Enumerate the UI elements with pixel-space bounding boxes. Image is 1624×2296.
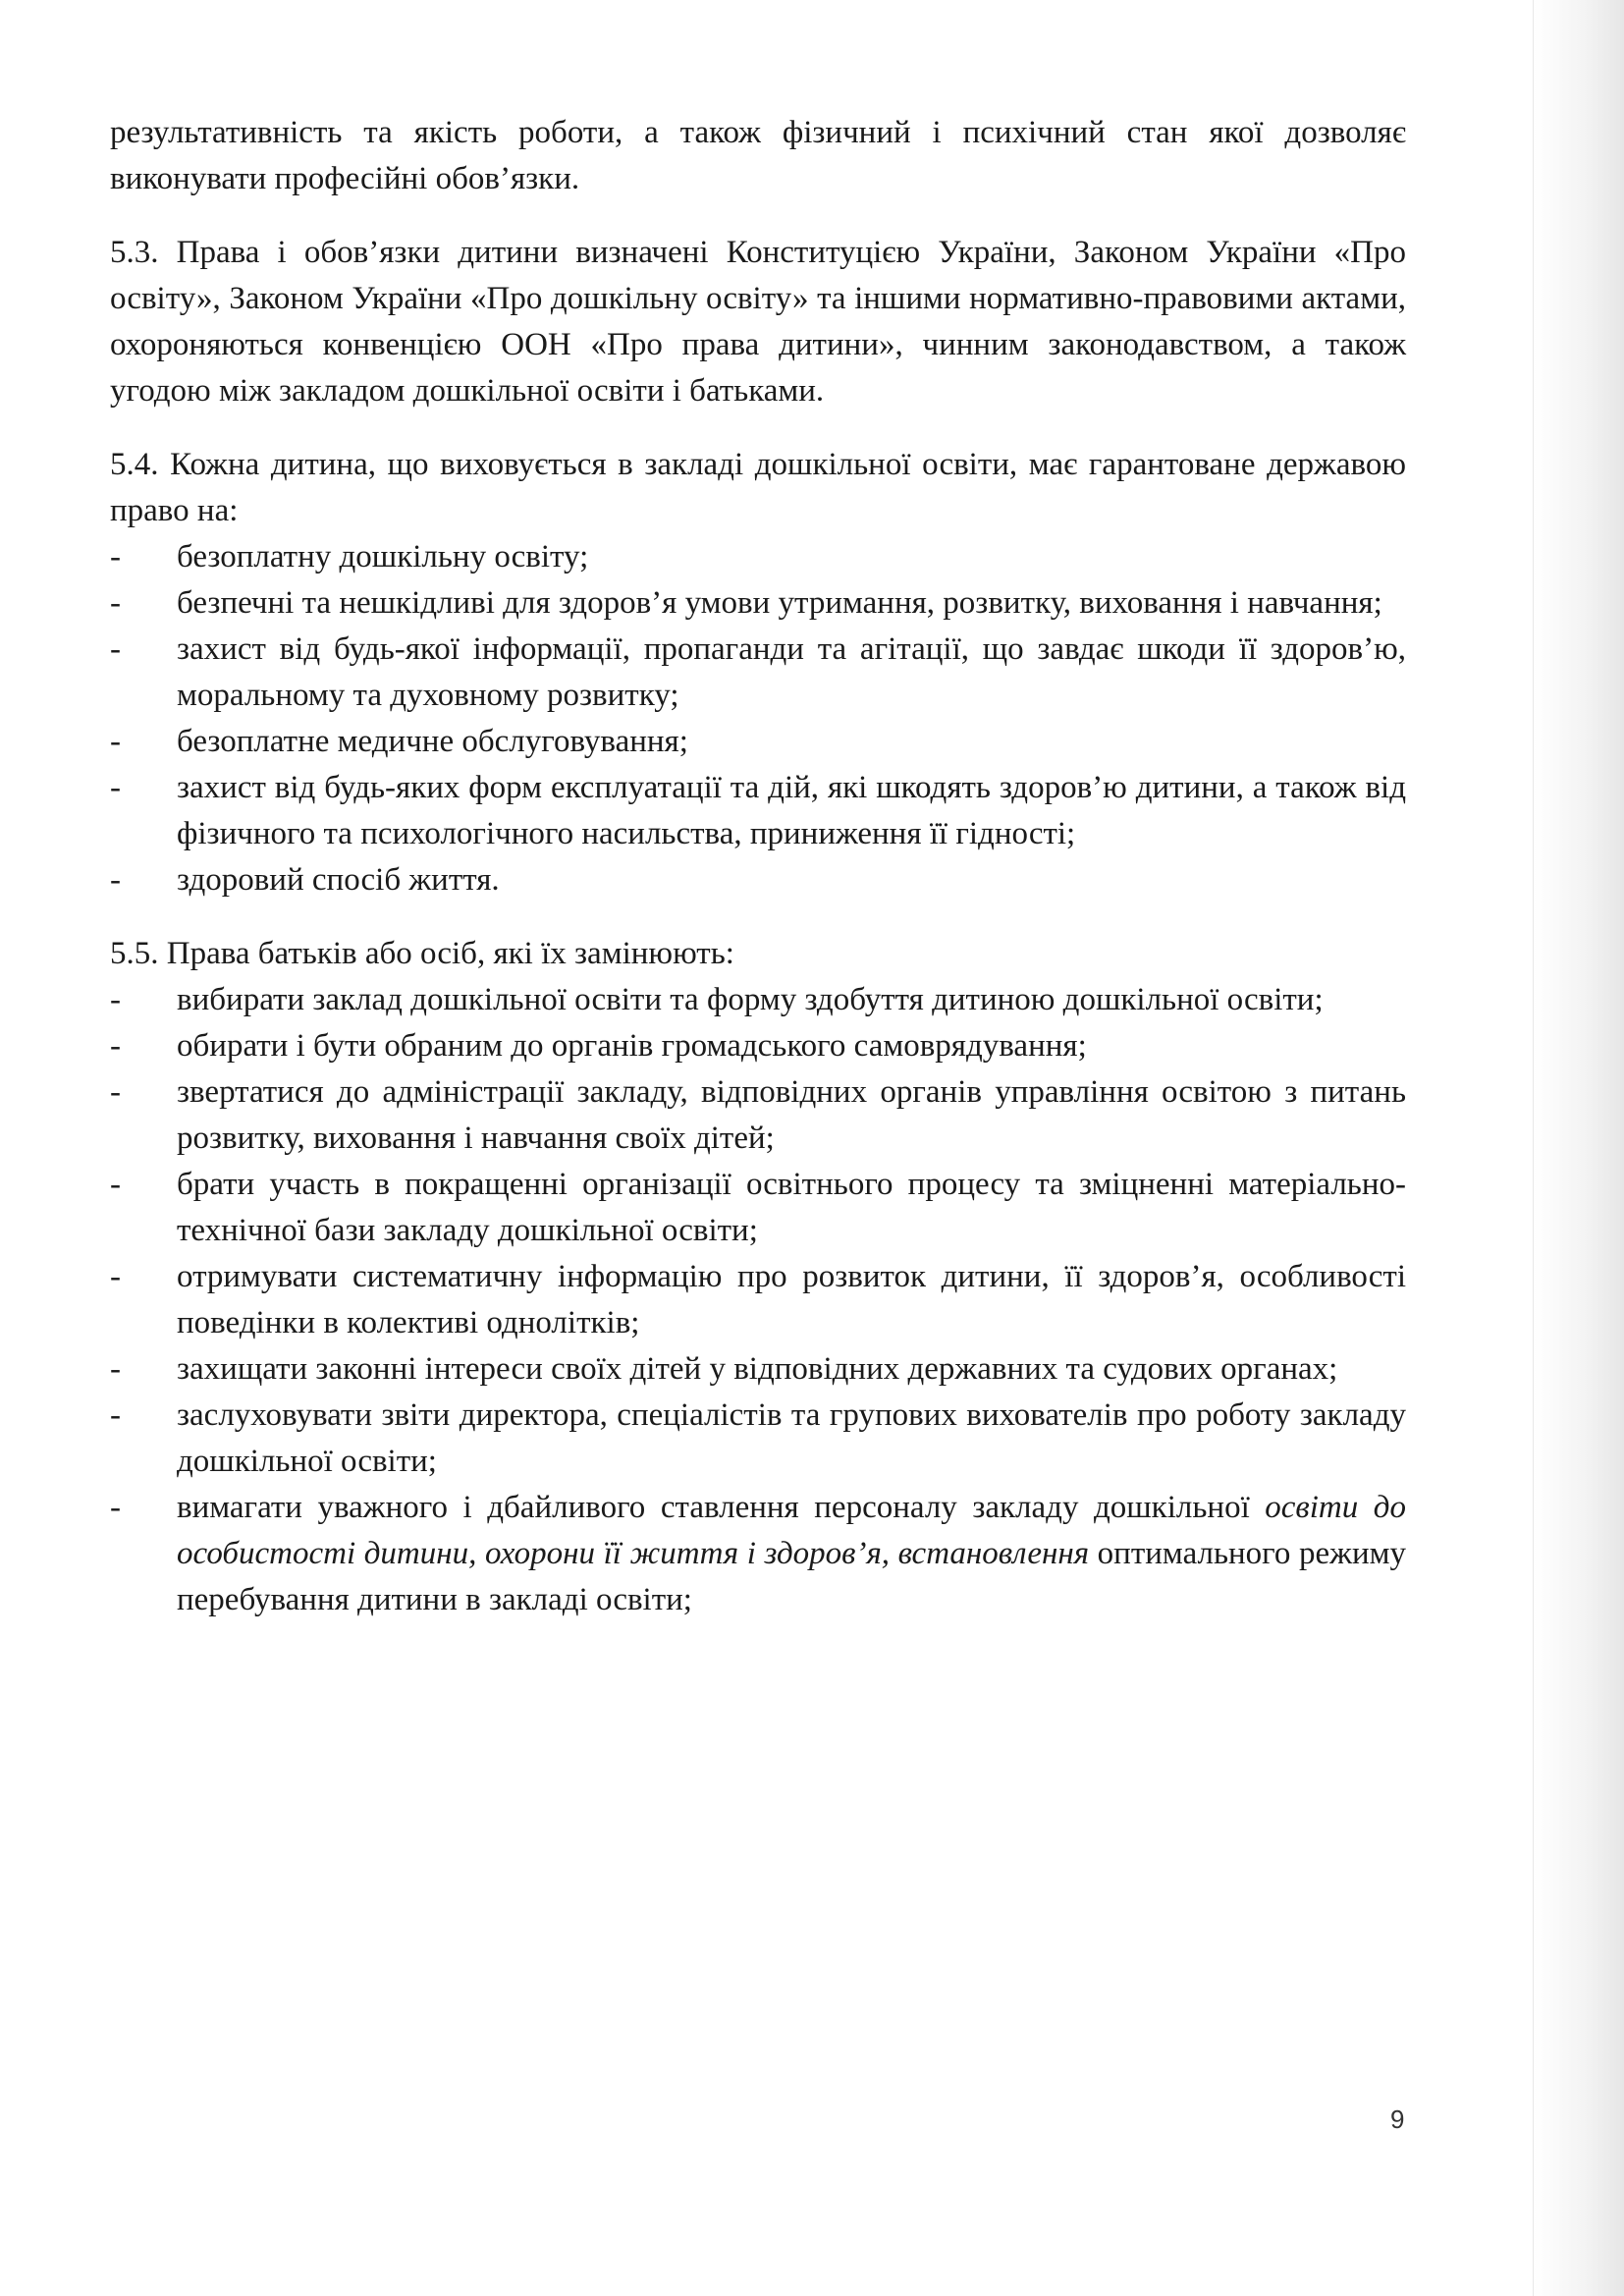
section-5-3: 5.3. Права і обов’язки дитини визначені Конституцією України, Законом України «Про освіту», Законом України «Про дошкільну освіту» та іншими нормативно-правовими актами, охороняються конвенцією ООН «Про права дитини», чинним законодавством, а також угодою між закладом дошкільної освіти і батьками. <box>110 235 1406 409</box>
list-dash: - <box>110 1397 121 1433</box>
list-item <box>110 719 1406 765</box>
page-edge-shadow <box>1534 0 1624 2296</box>
list-item-text: безоплатне медичне обслуговування; <box>177 724 688 759</box>
document-body <box>110 110 1406 1623</box>
list-dash: - <box>110 1074 121 1110</box>
list-dash: - <box>110 1167 121 1202</box>
list-dash: - <box>110 631 121 667</box>
list-item-text: вимагати уважного і дбайливого ставлення персоналу закладу дошкільної <box>177 1490 1266 1525</box>
list-item-text: безпечні та нешкідливі для здоров’я умови утримання, розвитку, виховання і навчання; <box>177 585 1382 621</box>
list-item-italic-text: освіти до особистості дитини, охорони її життя і здоров’я, встановлення <box>177 1490 1406 1571</box>
list-dash: - <box>110 585 121 621</box>
list-item-text: звертатися до адміністрації закладу, відповідних органів управління освітою з питань розвитку, виховання і навчання своїх дітей; <box>177 1074 1406 1156</box>
list-item <box>110 627 1406 719</box>
list-dash: - <box>110 724 121 759</box>
list-item <box>110 1069 1406 1162</box>
section-5-5 <box>110 931 1406 1623</box>
list-item-text: заслуховувати звіти директора, спеціалістів та групових вихователів про роботу закладу дошкільної освіти; <box>177 1397 1406 1479</box>
section-5-4-heading: 5.4. Кожна дитина, що виховується в закладі дошкільної освіти, має гарантоване державою право на: <box>110 447 1406 528</box>
list-dash: - <box>110 982 121 1017</box>
list-dash: - <box>110 539 121 574</box>
list-item <box>110 765 1406 857</box>
list-item <box>110 580 1406 627</box>
list-item <box>110 1023 1406 1069</box>
list-item-text: захищати законні інтереси своїх дітей у відповідних державних та судових органах; <box>177 1351 1338 1387</box>
list-item <box>110 1485 1406 1623</box>
intro-paragraph: результативність та якість роботи, а також фізичний і психічний стан якої дозволяє виконувати професійні обов’язки. <box>110 115 1406 196</box>
section-5-4-list <box>110 534 1406 903</box>
section-5-5-list <box>110 977 1406 1623</box>
list-item <box>110 977 1406 1023</box>
list-item <box>110 1254 1406 1346</box>
list-item-text: захист від будь-яких форм експлуатації та дій, які шкодять здоров’ю дитини, а також від фізичного та психологічного насильства, приниження її гідності; <box>177 770 1406 851</box>
list-item-text: брати участь в покращенні організації освітнього процесу та зміцненні матеріально-технічної бази закладу дошкільної освіти; <box>177 1167 1406 1248</box>
list-dash: - <box>110 1351 121 1387</box>
list-item-text: здоровий спосіб життя. <box>177 862 500 898</box>
list-item <box>110 857 1406 903</box>
section-5-4 <box>110 442 1406 903</box>
list-item-text: обирати і бути обраним до органів громадського самоврядування; <box>177 1028 1087 1064</box>
list-dash: - <box>110 770 121 805</box>
list-dash: - <box>110 1028 121 1064</box>
page-number: 9 <box>1390 2105 1405 2134</box>
section-5-5-heading: 5.5. Права батьків або осіб, які їх замінюють: <box>110 936 734 971</box>
list-item-text: отримувати систематичну інформацію про розвиток дитини, її здоров’я, особливості поведінки в колективі однолітків; <box>177 1259 1406 1340</box>
list-dash: - <box>110 862 121 898</box>
list-item-text: захист від будь-якої інформації, пропаганди та агітації, що завдає шкоди її здоров’ю, моральному та духовному розвитку; <box>177 631 1406 713</box>
list-item-text-end: оптимального режиму перебування дитини в закладі освіти; <box>177 1536 1406 1617</box>
list-item <box>110 1162 1406 1254</box>
list-dash: - <box>110 1490 121 1525</box>
list-item <box>110 1393 1406 1485</box>
list-item <box>110 1346 1406 1393</box>
list-item <box>110 534 1406 580</box>
list-item-text: вибирати заклад дошкільної освіти та форму здобуття дитиною дошкільної освіти; <box>177 982 1324 1017</box>
list-dash: - <box>110 1259 121 1294</box>
list-item-text: безоплатну дошкільну освіту; <box>177 539 589 574</box>
